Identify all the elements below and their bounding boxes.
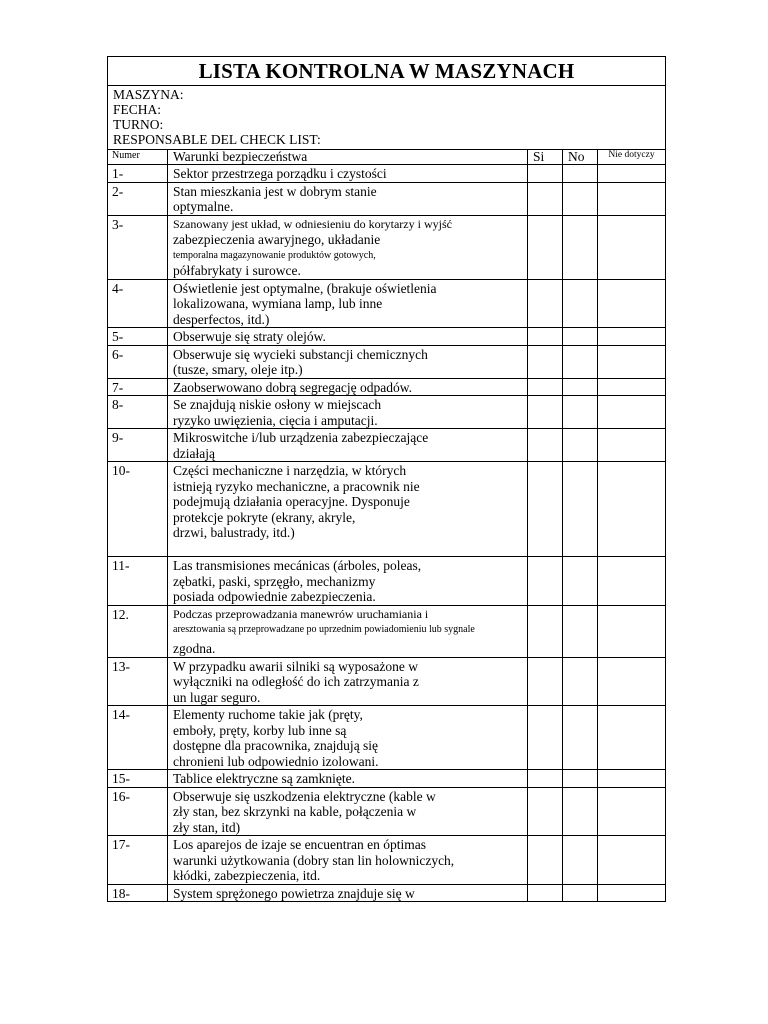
row-condition xyxy=(168,657,528,706)
checkbox-cell-yes[interactable] xyxy=(528,345,563,378)
checkbox-cell-no[interactable] xyxy=(563,605,598,657)
row-number: 5- xyxy=(108,328,168,346)
row-condition xyxy=(168,787,528,836)
checkbox-cell-yes[interactable] xyxy=(528,557,563,606)
checkbox-cell-no[interactable] xyxy=(563,657,598,706)
row-number: 14- xyxy=(108,706,168,770)
checklist-row xyxy=(108,429,666,462)
condition-line: optymalne. xyxy=(173,199,234,214)
row-condition xyxy=(168,706,528,770)
checkbox-cell-not-applicable[interactable] xyxy=(598,396,666,429)
row-number: 10- xyxy=(108,462,168,557)
checkbox-cell-yes[interactable] xyxy=(528,182,563,215)
row-number: 13- xyxy=(108,657,168,706)
row-number: 8- xyxy=(108,396,168,429)
checklist-row xyxy=(108,706,666,770)
condition-line: protekcje pokryte (ekrany, akryle, xyxy=(173,509,356,525)
condition-line: Podczas przeprowadzania manewrów uruchamiania i xyxy=(173,606,429,621)
condition-line: aresztowania są przeprowadzane po uprzednim powiadomieniu lub sygnale xyxy=(173,624,475,635)
checkbox-cell-no[interactable] xyxy=(563,165,598,183)
condition-line: Szanowany jest układ, w odniesieniu do korytarzy i wyjść xyxy=(173,216,452,231)
condition-line: Obserwuje się uszkodzenia elektryczne (kable w xyxy=(173,788,436,804)
checkbox-cell-not-applicable[interactable] xyxy=(598,328,666,346)
row-condition xyxy=(168,557,528,606)
checklist-row xyxy=(108,396,666,429)
condition-line: chronieni lub odpowiednio izolowani. xyxy=(173,753,379,769)
checklist-row xyxy=(108,657,666,706)
checkbox-cell-no[interactable] xyxy=(563,706,598,770)
row-number: 4- xyxy=(108,279,168,328)
row-condition xyxy=(168,328,528,346)
checkbox-cell-yes[interactable] xyxy=(528,787,563,836)
checkbox-cell-no[interactable] xyxy=(563,182,598,215)
condition-line: Sektor przestrzega porządku i czystości xyxy=(173,166,387,181)
condition-line: podejmują działania operacyjne. Dysponuje xyxy=(173,494,410,509)
checklist-row xyxy=(108,770,666,788)
header-no: No xyxy=(563,150,598,165)
checkbox-cell-no[interactable] xyxy=(563,279,598,328)
condition-line: (tusze, smary, oleje itp.) xyxy=(173,362,303,377)
checklist-row xyxy=(108,345,666,378)
checkbox-cell-yes[interactable] xyxy=(528,657,563,706)
row-number: 15- xyxy=(108,770,168,788)
checkbox-cell-yes[interactable] xyxy=(528,215,563,279)
condition-line: kłódki, zabezpieczenia, itd. xyxy=(173,868,321,883)
condition-line: W przypadku awarii silniki są wyposażone w xyxy=(173,658,418,674)
checkbox-cell-not-applicable[interactable] xyxy=(598,557,666,606)
row-number: 12. xyxy=(108,605,168,657)
condition-line: działają xyxy=(173,445,215,461)
checkbox-cell-not-applicable[interactable] xyxy=(598,378,666,396)
condition-line: Los aparejos de izaje se encuentran en óptimas xyxy=(173,837,427,852)
checklist-row xyxy=(108,165,666,183)
checkbox-cell-not-applicable[interactable] xyxy=(598,605,666,657)
condition-line: zabezpieczenia awaryjnego, układanie xyxy=(173,232,381,247)
checkbox-cell-not-applicable[interactable] xyxy=(598,279,666,328)
checkbox-cell-not-applicable[interactable] xyxy=(598,770,666,788)
row-number: 6- xyxy=(108,345,168,378)
condition-line: posiada odpowiednie zabezpieczenia. xyxy=(173,589,376,604)
checkbox-cell-no[interactable] xyxy=(563,328,598,346)
row-condition xyxy=(168,462,528,557)
condition-line: Obserwuje się straty olejów. xyxy=(173,329,326,344)
checklist-row xyxy=(108,462,666,557)
checkbox-cell-no[interactable] xyxy=(563,884,598,902)
checkbox-cell-no[interactable] xyxy=(563,836,598,885)
checkbox-cell-not-applicable[interactable] xyxy=(598,657,666,706)
condition-line: zgodna. xyxy=(173,641,216,656)
checklist-row xyxy=(108,182,666,215)
condition-line: zębatki, paski, sprzęgło, mechanizmy xyxy=(173,573,376,589)
condition-line: temporalna magazynowanie produktów gotowych, xyxy=(173,249,376,261)
row-condition xyxy=(168,378,528,396)
header-yes: Si xyxy=(528,150,563,165)
checklist-document xyxy=(107,56,665,902)
condition-line: Las transmisiones mecánicas (árboles, poleas, xyxy=(173,558,422,573)
checkbox-cell-not-applicable[interactable] xyxy=(598,182,666,215)
checkbox-cell-yes[interactable] xyxy=(528,462,563,557)
checkbox-cell-yes[interactable] xyxy=(528,279,563,328)
row-condition xyxy=(168,605,528,657)
condition-line: istnieją ryzyko mechaniczne, a pracownik nie xyxy=(173,478,420,494)
checkbox-cell-yes[interactable] xyxy=(528,328,563,346)
row-number: 11- xyxy=(108,557,168,606)
checkbox-cell-yes[interactable] xyxy=(528,165,563,183)
checklist-row xyxy=(108,557,666,606)
checklist-row xyxy=(108,836,666,885)
checkbox-cell-yes[interactable] xyxy=(528,884,563,902)
condition-line: wyłączniki na odległość do ich zatrzymania z xyxy=(173,674,419,689)
field-responsible: RESPONSABLE DEL CHECK LIST: xyxy=(113,132,321,147)
condition-line: Stan mieszkania jest w dobrym stanie xyxy=(173,183,377,199)
field-shift: TURNO: xyxy=(113,117,164,132)
row-number: 1- xyxy=(108,165,168,183)
header-conditions: Warunki bezpieczeństwa xyxy=(168,150,528,165)
condition-line: Tablice elektryczne są zamknięte. xyxy=(173,771,355,786)
row-condition xyxy=(168,836,528,885)
checkbox-cell-no[interactable] xyxy=(563,396,598,429)
checkbox-cell-not-applicable[interactable] xyxy=(598,462,666,557)
condition-line: emboły, pręty, korby lub inne są xyxy=(173,722,347,738)
checkbox-cell-yes[interactable] xyxy=(528,378,563,396)
row-condition xyxy=(168,182,528,215)
row-condition xyxy=(168,884,528,902)
checklist-row xyxy=(108,328,666,346)
condition-line: System sprężonego powietrza znajduje się w xyxy=(173,885,415,901)
checkbox-cell-not-applicable[interactable] xyxy=(598,215,666,279)
checkbox-cell-not-applicable[interactable] xyxy=(598,836,666,885)
row-number: 9- xyxy=(108,429,168,462)
condition-line: Zaobserwowano dobrą segregację odpadów. xyxy=(173,379,413,395)
condition-line: Oświetlenie jest optymalne, (brakuje oświetlenia xyxy=(173,280,437,296)
condition-line: lokalizowana, wymiana lamp, lub inne xyxy=(173,296,383,311)
condition-line: Se znajdują niskie osłony w miejscach xyxy=(173,397,382,412)
info-block xyxy=(108,86,666,150)
checkbox-cell-not-applicable[interactable] xyxy=(598,429,666,462)
checkbox-cell-no[interactable] xyxy=(563,557,598,606)
checklist-row xyxy=(108,215,666,279)
condition-line: un lugar seguro. xyxy=(173,689,261,705)
checkbox-cell-no[interactable] xyxy=(563,378,598,396)
checklist-row xyxy=(108,279,666,328)
checklist-table xyxy=(107,56,666,902)
header-row xyxy=(108,150,666,165)
field-machine: MASZYNA: xyxy=(113,87,184,102)
row-number: 2- xyxy=(108,182,168,215)
field-date: FECHA: xyxy=(113,102,162,117)
checkbox-cell-not-applicable[interactable] xyxy=(598,706,666,770)
checkbox-cell-yes[interactable] xyxy=(528,836,563,885)
row-condition xyxy=(168,345,528,378)
checkbox-cell-no[interactable] xyxy=(563,770,598,788)
condition-line: Części mechaniczne i narzędzia, w których xyxy=(173,463,407,478)
checkbox-cell-no[interactable] xyxy=(563,462,598,557)
condition-line: drzwi, balustrady, itd.) xyxy=(173,525,295,540)
row-condition xyxy=(168,770,528,788)
checklist-row xyxy=(108,884,666,902)
row-number: 17- xyxy=(108,836,168,885)
checkbox-cell-not-applicable[interactable] xyxy=(598,787,666,836)
checkbox-cell-yes[interactable] xyxy=(528,396,563,429)
checkbox-cell-yes[interactable] xyxy=(528,770,563,788)
condition-line: Obserwuje się wycieki substancji chemicznych xyxy=(173,346,428,362)
checkbox-cell-yes[interactable] xyxy=(528,605,563,657)
condition-line: Mikroswitche i/lub urządzenia zabezpieczające xyxy=(173,430,429,445)
checkbox-cell-no[interactable] xyxy=(563,215,598,279)
checkbox-cell-no[interactable] xyxy=(563,345,598,378)
checkbox-cell-not-applicable[interactable] xyxy=(598,345,666,378)
checklist-row xyxy=(108,605,666,657)
row-condition xyxy=(168,429,528,462)
checkbox-cell-no[interactable] xyxy=(563,787,598,836)
checkbox-cell-not-applicable[interactable] xyxy=(598,165,666,183)
row-condition xyxy=(168,165,528,183)
checkbox-cell-yes[interactable] xyxy=(528,429,563,462)
checkbox-cell-not-applicable[interactable] xyxy=(598,884,666,902)
document-title: LISTA KONTROLNA W MASZYNACH xyxy=(108,57,666,86)
header-number: Numer xyxy=(108,150,168,165)
condition-line: zły stan, itd) xyxy=(173,819,241,835)
checkbox-cell-yes[interactable] xyxy=(528,706,563,770)
row-condition xyxy=(168,396,528,429)
condition-line: zły stan, bez skrzynki na kable, połączenia w xyxy=(173,804,417,819)
condition-line: warunki użytkowania (dobry stan lin holowniczych, xyxy=(173,852,455,868)
row-condition xyxy=(168,215,528,279)
row-condition xyxy=(168,279,528,328)
condition-line: ryzyko uwięzienia, cięcia i amputacji. xyxy=(173,412,378,428)
row-number: 7- xyxy=(108,378,168,396)
condition-line: desperfectos, itd.) xyxy=(173,311,270,327)
condition-line: dostępne dla pracownika, znajdują się xyxy=(173,738,379,753)
condition-line: Elementy ruchome takie jak (pręty, xyxy=(173,707,363,722)
condition-line: półfabrykaty i surowce. xyxy=(173,262,301,278)
row-number: 3- xyxy=(108,215,168,279)
checkbox-cell-no[interactable] xyxy=(563,429,598,462)
header-not-applicable: Nie dotyczy xyxy=(598,150,666,165)
checklist-row xyxy=(108,787,666,836)
row-number: 16- xyxy=(108,787,168,836)
checklist-row xyxy=(108,378,666,396)
row-number: 18- xyxy=(108,884,168,902)
